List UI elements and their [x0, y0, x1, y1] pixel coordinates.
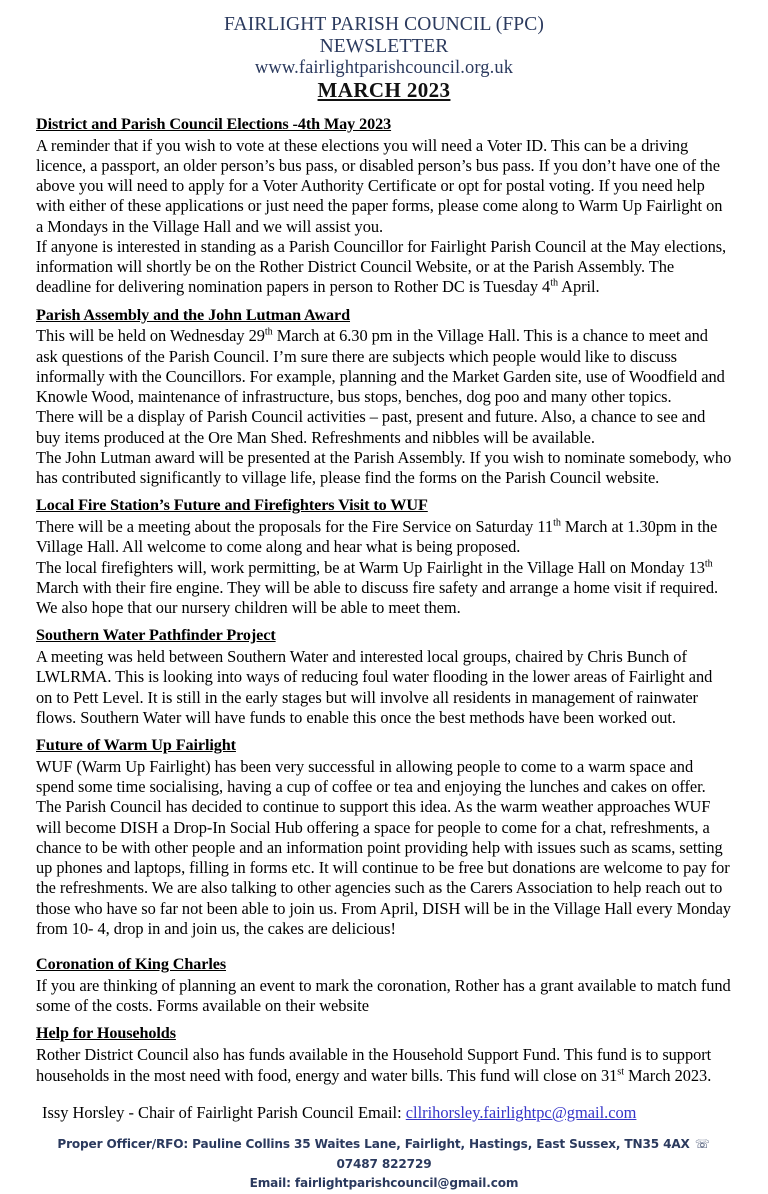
masthead-month: MARCH 2023 [317, 78, 451, 103]
section-heading: Help for Households [36, 1024, 176, 1043]
section-paragraph: The John Lutman award will be presented at the Parish Assembly. If you wish to nominate somebody, who has contributed significantly to village life, please find the forms on the Parish Council website. [36, 447, 732, 488]
section-6 [36, 1024, 732, 1085]
section-paragraph: There will be a meeting about the proposals for the Fire Service on Saturday 11th March at 1.30pm in the Village Hall. All welcome to come along and hear what is being proposed. [36, 517, 718, 557]
signature-text: Issy Horsley - Chair of Fairlight Parish Council Email: [42, 1102, 406, 1122]
newsletter-sections [36, 115, 732, 1086]
section-heading: Southern Water Pathfinder Project [36, 626, 276, 645]
section-paragraph: If you are thinking of planning an event to mark the coronation, Rother has a grant available to match fund some of the costs. Forms available on their website [36, 975, 731, 1016]
section-4 [36, 736, 732, 939]
footer-officer-text: Proper Officer/RFO: Pauline Collins 35 Waites Lane, Fairlight, Hastings, East Sussex, TN35 4AX [57, 1137, 694, 1152]
signature-line [36, 1103, 732, 1124]
telephone-icon: ☏ [694, 1137, 710, 1152]
section-heading: Future of Warm Up Fairlight [36, 736, 236, 755]
section-0 [36, 115, 732, 298]
chair-email-link[interactable]: cllrihorsley.fairlightpc@gmail.com [405, 1102, 637, 1122]
section-heading: Local Fire Station’s Future and Firefighters Visit to WUF [36, 496, 428, 515]
section-paragraph: A meeting was held between Southern Water and interested local groups, chaired by Chris Bunch of LWLRMA. This is looking into ways of reducing foul water flooding in the lower areas of Fairlight and on to Pett Level. It is still in the early stages but will involve all residents in management of rainwater flows. Southern Water will have funds to enable this once the best methods have been worked out. [36, 647, 713, 727]
section-5 [36, 955, 732, 1016]
page-footer [36, 1135, 732, 1194]
section-paragraph: Rother District Council also has funds available in the Household Support Fund. This fund is to support households in the most need with food, energy and water bills. This fund will close on 31st March 2023. [36, 1045, 712, 1085]
footer-phone-number: 07487 822729 [336, 1156, 432, 1171]
footer-officer-line [36, 1135, 732, 1174]
section-3 [36, 626, 732, 728]
masthead-title-line1: FAIRLIGHT PARISH COUNCIL (FPC) [224, 14, 544, 35]
masthead-title-line2: NEWSLETTER [319, 35, 449, 57]
masthead-website: www.fairlightparishcouncil.org.uk [254, 57, 514, 78]
section-paragraph: A reminder that if you wish to vote at these elections you will need a Voter ID. This can be a driving licence, a passport, an older person’s bus pass, or disabled person’s bus pass. If you don’t have one of the above you will need to apply for a Voter Authority Certificate or opt for postal voting. If you need help with either of these applications or just need the paper forms, please come along to Warm Up Fairlight on a Mondays in the Village Hall and we will assist you. [36, 135, 723, 236]
section-heading: Parish Assembly and the John Lutman Award [36, 305, 351, 324]
masthead [36, 14, 732, 103]
section-2 [36, 496, 732, 618]
section-paragraph: WUF (Warm Up Fairlight) has been very successful in allowing people to come to a warm space and spend some time socialising, having a cup of coffee or tea and enjoying the lunches and cakes on offer. The Parish Council has decided to continue to support this idea. As the warm weather approaches WUF will become DISH a Drop-In Social Hub offering a space for people to come for a chat, refreshments, a chance to be with other people and an information point providing help with issues such as scams, setting up phones and laptops, filling in forms etc. It will continue to be free but donations are welcome to pay for the refreshments. We are also talking to other agencies such as the Carers Association to help reach out to those who have so far not been able to join us. From April, DISH will be in the Village Hall every Monday from 10- 4, drop in and join us, the cakes are delicious! [36, 756, 731, 938]
section-paragraph: This will be held on Wednesday 29th March at 6.30 pm in the Village Hall. This is a chance to meet and ask questions of the Parish Council. I’m sure there are subjects which people would like to discuss informally with the Councillors. For example, planning and the Market Garden site, use of Woodfield and Knowle Wood, maintenance of infrastructure, bus stops, benches, dog poo and many other topics. [36, 326, 725, 407]
section-heading: Coronation of King Charles [36, 955, 227, 974]
footer-email-line: Email: fairlightparishcouncil@gmail.com [249, 1176, 519, 1191]
section-heading: District and Parish Council Elections -4th May 2023 [36, 114, 392, 133]
section-paragraph: If anyone is interested in standing as a Parish Councillor for Fairlight Parish Council at the May elections, information will shortly be on the Rother District Council Website, or at the Parish Assembly. The deadline for delivering nomination papers in person to Rother DC is Tuesday 4th April. [36, 236, 727, 297]
section-paragraph: There will be a display of Parish Council activities – past, present and future. Also, a chance to see and buy items produced at the Ore Man Shed. Refreshments and nibbles will be available. [36, 407, 706, 447]
section-paragraph: The local firefighters will, work permitting, be at Warm Up Fairlight in the Village Hall on Monday 13th March with their fire engine. They will be able to discuss fire safety and arrange a home visit if required. We also hope that our nursery children will be able to meet them. [36, 557, 719, 618]
section-1 [36, 306, 732, 489]
